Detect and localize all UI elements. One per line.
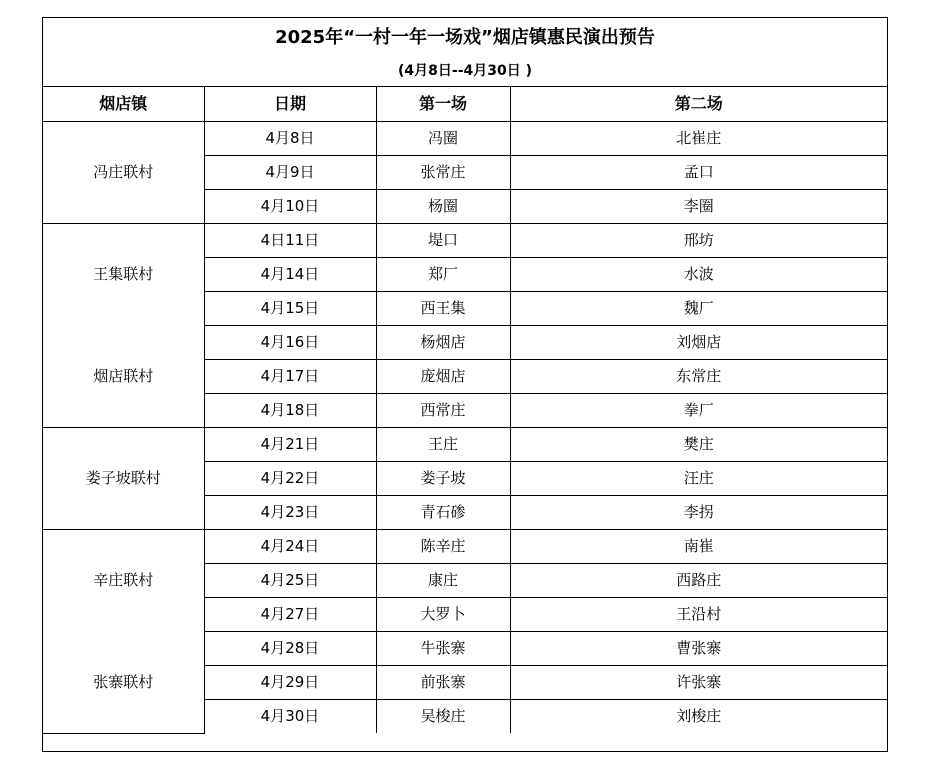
second-show-cell: 邢坊 <box>510 223 887 257</box>
second-show-cell: 李圈 <box>510 189 887 223</box>
first-show-cell: 西王集 <box>376 291 510 325</box>
date-cell: 4月18日 <box>204 393 376 427</box>
village-group-cell <box>43 223 204 427</box>
second-show-cell: 南崔 <box>510 529 887 563</box>
first-show-cell: 吴梭庄 <box>376 699 510 733</box>
first-show-cell: 西常庄 <box>376 393 510 427</box>
village-name-stack <box>43 224 204 427</box>
village-group-cell <box>43 121 204 223</box>
village-name: 娄子坡联村 <box>85 469 161 487</box>
second-show-cell: 曹张寨 <box>510 631 887 665</box>
date-cell: 4月23日 <box>204 495 376 529</box>
second-show-cell: 汪庄 <box>510 461 887 495</box>
first-show-cell: 杨圈 <box>376 189 510 223</box>
date-cell: 4月22日 <box>204 461 376 495</box>
first-show-cell: 青石碜 <box>376 495 510 529</box>
date-range-subtitle: (4月8日--4月30日 ) <box>398 63 532 79</box>
schedule-table <box>43 87 887 734</box>
first-show-cell: 陈辛庄 <box>376 529 510 563</box>
date-cell: 4月15日 <box>204 291 376 325</box>
schedule-sheet <box>42 17 888 752</box>
header-row <box>43 87 887 121</box>
date-cell: 4月25日 <box>204 563 376 597</box>
second-show-cell: 北崔庄 <box>510 121 887 155</box>
date-cell: 4月17日 <box>204 359 376 393</box>
village-group-cell <box>43 427 204 529</box>
first-show-cell: 前张寨 <box>376 665 510 699</box>
first-show-cell: 庞烟店 <box>376 359 510 393</box>
first-show-cell: 牛张寨 <box>376 631 510 665</box>
first-show-cell: 郑厂 <box>376 257 510 291</box>
first-show-cell: 杨烟店 <box>376 325 510 359</box>
village-name-stack <box>43 530 204 733</box>
date-cell: 4月30日 <box>204 699 376 733</box>
table-row <box>43 427 887 461</box>
first-show-cell: 冯圈 <box>376 121 510 155</box>
second-show-cell: 孟口 <box>510 155 887 189</box>
date-cell: 4月27日 <box>204 597 376 631</box>
page-title: 2025年“一村一年一场戏”烟店镇惠民演出预告 <box>275 27 655 48</box>
second-show-cell: 许张寨 <box>510 665 887 699</box>
second-show-cell: 魏厂 <box>510 291 887 325</box>
date-cell: 4月14日 <box>204 257 376 291</box>
table-row <box>43 529 887 563</box>
date-cell: 4月9日 <box>204 155 376 189</box>
date-cell: 4月29日 <box>204 665 376 699</box>
date-cell: 4日11日 <box>204 223 376 257</box>
village-name: 王集联村 <box>93 265 154 284</box>
second-show-cell: 西路庄 <box>510 563 887 597</box>
title-block <box>43 18 887 87</box>
village-name-stack <box>43 428 204 529</box>
village-name: 烟店联村 <box>93 366 154 385</box>
table-row <box>43 223 887 257</box>
second-show-cell: 拳厂 <box>510 393 887 427</box>
first-show-cell: 张常庄 <box>376 155 510 189</box>
first-show-cell: 王庄 <box>376 427 510 461</box>
first-show-cell: 康庄 <box>376 563 510 597</box>
second-show-cell: 刘烟店 <box>510 325 887 359</box>
header-town: 烟店镇 <box>43 87 204 121</box>
header-date: 日期 <box>204 87 376 121</box>
village-name: 辛庄联村 <box>93 571 154 590</box>
date-cell: 4月21日 <box>204 427 376 461</box>
header-second-show: 第二场 <box>510 87 887 121</box>
date-cell: 4月8日 <box>204 121 376 155</box>
second-show-cell: 水波 <box>510 257 887 291</box>
first-show-cell: 娄子坡 <box>376 461 510 495</box>
second-show-cell: 东常庄 <box>510 359 887 393</box>
date-cell: 4月24日 <box>204 529 376 563</box>
second-show-cell: 刘梭庄 <box>510 699 887 733</box>
date-cell: 4月10日 <box>204 189 376 223</box>
first-show-cell: 堤口 <box>376 223 510 257</box>
second-show-cell: 王沿村 <box>510 597 887 631</box>
village-name: 冯庄联村 <box>93 163 154 181</box>
table-row <box>43 121 887 155</box>
village-name-stack <box>43 122 204 223</box>
date-cell: 4月16日 <box>204 325 376 359</box>
first-show-cell: 大罗卜 <box>376 597 510 631</box>
schedule-body <box>43 121 887 733</box>
village-group-cell <box>43 529 204 733</box>
second-show-cell: 樊庄 <box>510 427 887 461</box>
header-first-show: 第一场 <box>376 87 510 121</box>
second-show-cell: 李拐 <box>510 495 887 529</box>
village-name: 张寨联村 <box>93 672 154 691</box>
date-cell: 4月28日 <box>204 631 376 665</box>
